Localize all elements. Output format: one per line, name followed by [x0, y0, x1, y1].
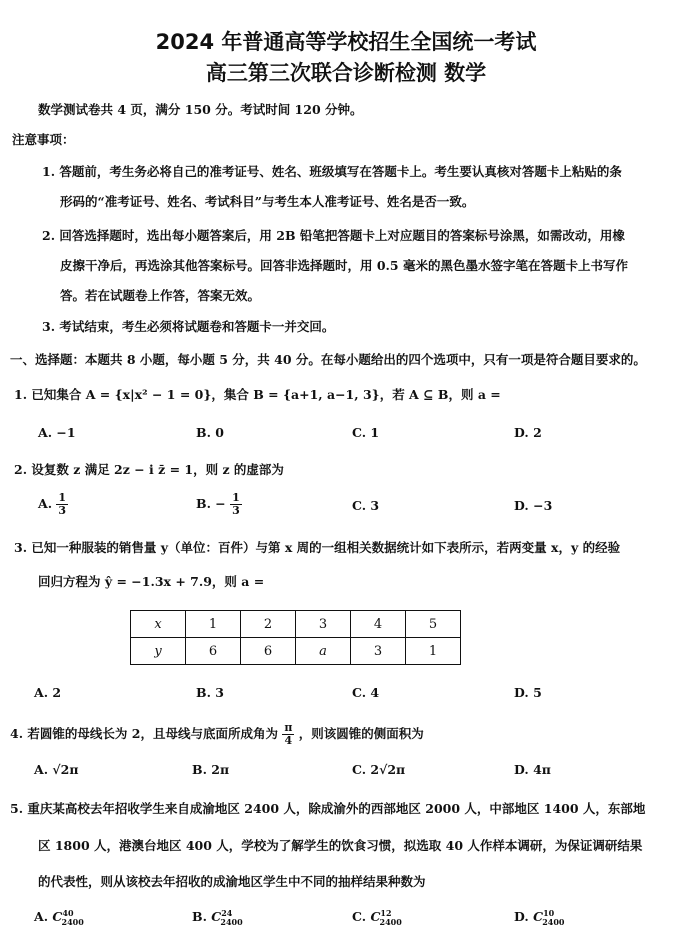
question-2-stem: 2. 设复数 z 满足 2z − i z̄ = 1，则 z 的虚部为 [14, 462, 284, 477]
question-5-stem-line3: 的代表性，则从该校去年招收的成渝地区学生中不同的抽样结果种数为 [38, 874, 426, 889]
table-cell: 3 [296, 611, 351, 638]
table-cell: 4 [351, 611, 406, 638]
q3-option-a: A. 2 [34, 685, 62, 700]
q1-option-c: C. 1 [352, 425, 380, 440]
q2-option-d: D. −3 [514, 498, 553, 513]
q5-option-a: A. $C^{40}_{2400}$ [34, 908, 84, 927]
exam-intro: 数学测试卷共 4 页，满分 150 分。考试时间 120 分钟。 [38, 102, 363, 117]
q2-option-b-fraction: $\frac{1}{3}$ [232, 491, 240, 517]
q2-option-b: B. − $\frac{1}{3}$ [196, 491, 240, 517]
table-cell: 1 [186, 611, 241, 638]
exam-subtitle: 高三第三次联合诊断检测 数学 [205, 61, 487, 85]
q4-option-c: C. 2√2π [352, 762, 406, 777]
q1-option-b: B. 0 [196, 425, 224, 440]
section-heading: 一、选择题：本题共 8 小题，每小题 5 分，共 40 分。在每小题给出的四个选项中，只有一项是符合题目要求的。 [10, 352, 646, 367]
q3-option-c: C. 4 [352, 685, 380, 700]
q5-option-c: C. $C^{12}_{2400}$ [352, 908, 402, 927]
notice-item-2a: 2. 回答选择题时，选出每小题答案后，用 2B 铅笔把答题卡上对应题目的答案标号涂黑，如需改动，用橡 [42, 228, 625, 243]
table-cell: a [296, 638, 351, 665]
q4-option-b: B. 2π [192, 762, 230, 777]
q2-option-c: C. 3 [352, 498, 380, 513]
notice-item-2b: 皮擦干净后，再选涂其他答案标号。回答非选择题时，用 0.5 毫米的黑色墨水签字笔在答题卡上书写作 [60, 258, 628, 273]
q5-option-d: D. $C^{10}_{2400}$ [514, 908, 565, 927]
question-5-stem-line1: 5. 重庆某高校去年招收学生来自成渝地区 2400 人，除成渝外的西部地区 2000 人，中部地区 1400 人，东部地 [10, 801, 646, 816]
q1-option-a: A. −1 [38, 425, 76, 440]
notice-item-2c: 答。若在试题卷上作答，答案无效。 [60, 288, 261, 303]
question-1-stem: 1. 已知集合 A = {x|x² − 1 = 0}，集合 B = {a+1, a−1, 3}，若 A ⊆ B，则 a = [14, 387, 501, 402]
table-row-x [131, 611, 461, 638]
q3-data-table [130, 610, 461, 665]
q4-option-a: A. √2π [34, 762, 79, 777]
table-cell: 6 [186, 638, 241, 665]
q4-angle-fraction: $\frac{\pi}{4}$ [284, 721, 293, 747]
q4-option-d: D. 4π [514, 762, 551, 777]
q5-option-b: B. $C^{24}_{2400}$ [192, 908, 243, 927]
q1-option-d: D. 2 [514, 425, 542, 440]
exam-title: 2024 年普通高等学校招生全国统一考试 [155, 30, 537, 54]
question-5-stem-line2: 区 1800 人，港澳台地区 400 人，学校为了解学生的饮食习惯，拟选取 40 人作样本调研，为保证调研结果 [38, 838, 643, 853]
question-3-stem-line1: 3. 已知一种服装的销售量 y（单位：百件）与第 x 周的一组相关数据统计如下表所示，若两变量 x，y 的经验 [14, 540, 621, 555]
table-cell: 5 [406, 611, 461, 638]
notice-heading: 注意事项： [12, 132, 75, 147]
table-cell: 1 [406, 638, 461, 665]
table-cell: 3 [351, 638, 406, 665]
q2-option-a: A. $\frac{1}{3}$ [38, 491, 67, 517]
q3-option-d: D. 5 [514, 685, 542, 700]
table-cell: 2 [241, 611, 296, 638]
table-cell: x [131, 611, 186, 638]
table-cell: 6 [241, 638, 296, 665]
table-cell: y [131, 638, 186, 665]
question-4-stem: 4. 若圆锥的母线长为 2，且母线与底面所成角为 $\frac{\pi}{4}$ ，则该圆锥的侧面积为 [10, 721, 424, 747]
table-row-y [131, 638, 461, 665]
q3-option-b: B. 3 [196, 685, 224, 700]
q2-option-a-fraction: $\frac{1}{3}$ [58, 491, 67, 517]
notice-item-1a: 1. 答题前，考生务必将自己的准考证号、姓名、班级填写在答题卡上。考生要认真核对答题卡上粘贴的条 [42, 164, 622, 179]
notice-item-3: 3. 考试结束，考生必须将试题卷和答题卡一并交回。 [42, 319, 335, 334]
notice-item-1b: 形码的“准考证号、姓名、考试科目”与考生本人准考证号、姓名是否一致。 [60, 194, 475, 209]
question-3-stem-line2: 回归方程为 ŷ = −1.3x + 7.9，则 a = [38, 574, 265, 589]
